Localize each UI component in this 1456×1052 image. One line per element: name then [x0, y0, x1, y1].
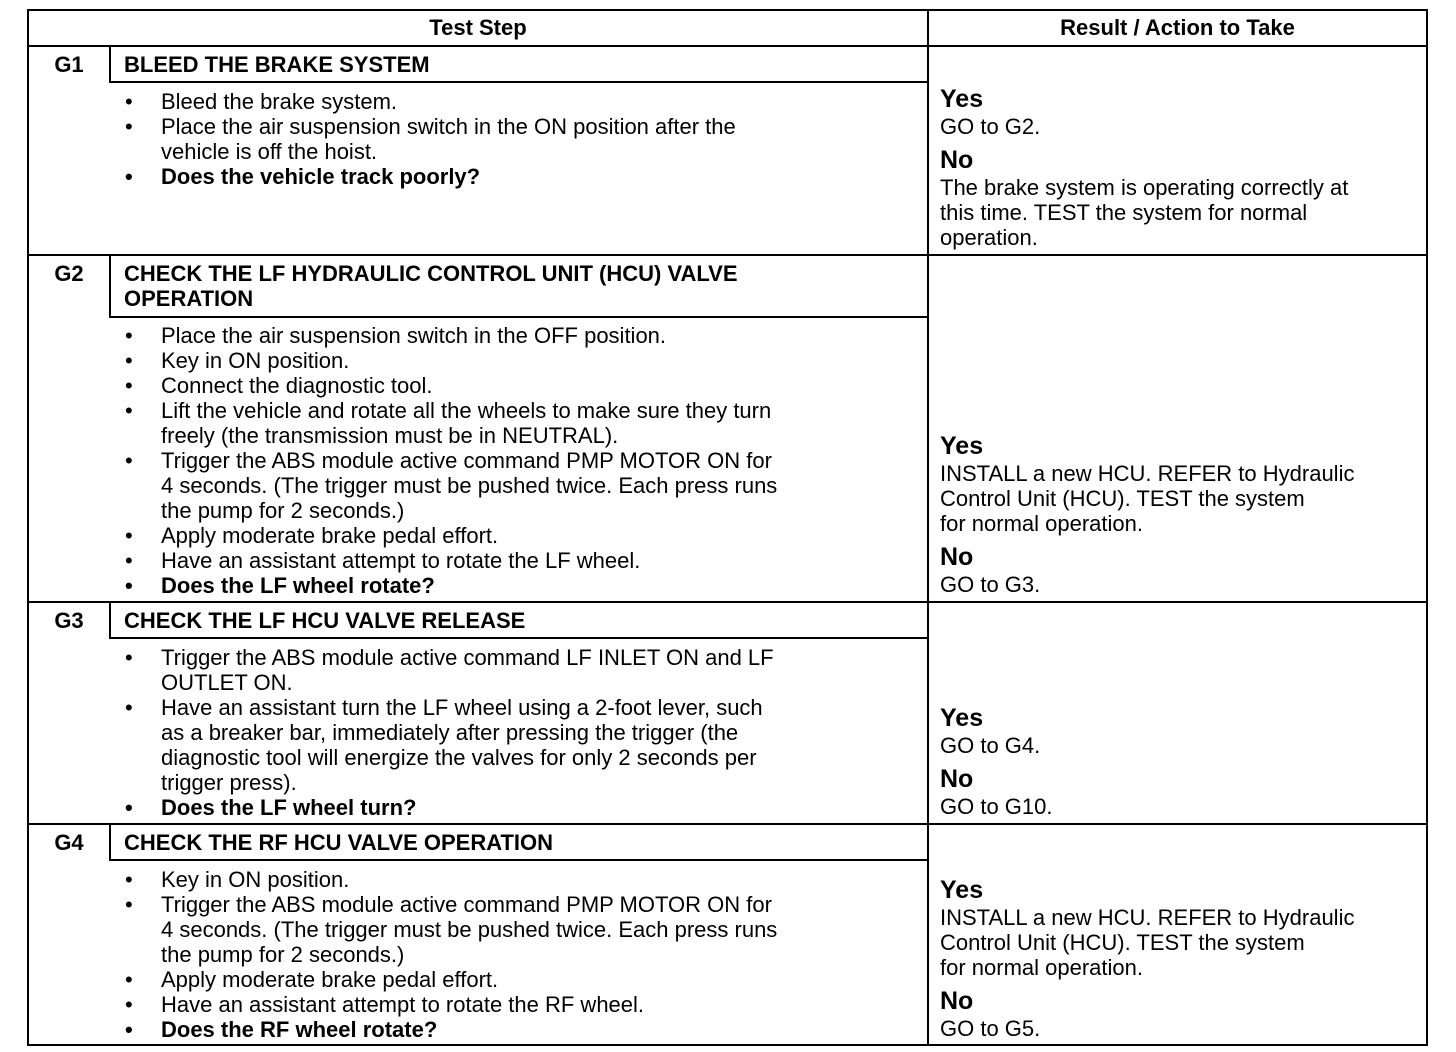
test-step-table	[27, 9, 1428, 1046]
result-block	[940, 875, 1424, 1041]
step-question: • Does the vehicle track poorly?	[125, 164, 915, 189]
id-column-divider	[109, 46, 111, 82]
result-block	[940, 703, 1424, 819]
title-divider	[109, 316, 927, 318]
row-divider	[29, 254, 1426, 256]
step-question: • Does the LF wheel rotate?	[125, 573, 915, 598]
yes-action: INSTALL a new HCU. REFER to Hydraulic Control Unit (HCU). TEST the system for normal operation.	[940, 461, 1355, 536]
no-label: No	[940, 543, 974, 571]
step-question: • Does the LF wheel turn?	[125, 795, 915, 820]
yes-label: Yes	[940, 432, 984, 460]
step-item: • Trigger the ABS module active command PMP MOTOR ON for 4 seconds. (The trigger must be pushed twice. Each press runs the pump for 2 seconds.)	[125, 448, 915, 523]
step-id: G4	[54, 830, 84, 855]
no-label: No	[940, 765, 974, 793]
title-divider	[109, 81, 927, 83]
yes-action: GO to G2.	[940, 114, 1041, 139]
yes-label: Yes	[940, 876, 984, 904]
no-label: No	[940, 987, 974, 1015]
step-list	[125, 867, 915, 1042]
step-item: • Have an assistant attempt to rotate the LF wheel.	[125, 548, 915, 573]
step-item: • Have an assistant attempt to rotate the RF wheel.	[125, 992, 915, 1017]
header-result: Result / Action to Take	[1060, 15, 1295, 40]
step-item: • Bleed the brake system.	[125, 89, 915, 114]
column-divider	[927, 11, 929, 1044]
no-action: The brake system is operating correctly at this time. TEST the system for normal operation.	[940, 175, 1349, 250]
yes-action: GO to G4.	[940, 733, 1041, 758]
step-list	[125, 645, 915, 820]
header-divider	[29, 45, 1426, 47]
id-column-divider	[109, 255, 111, 317]
header-test-step: Test Step	[429, 15, 527, 40]
step-title: CHECK THE LF HYDRAULIC CONTROL UNIT (HCU) VALVE OPERATION	[124, 261, 738, 311]
step-id: G2	[54, 261, 84, 286]
step-item: • Place the air suspension switch in the OFF position.	[125, 323, 915, 348]
step-title: CHECK THE LF HCU VALVE RELEASE	[124, 608, 526, 633]
step-item: • Have an assistant turn the LF wheel using a 2-foot lever, such as a breaker bar, immediately after pressing the trigger (the diagnostic tool will energize the valves for only 2 seconds per trigger press).	[125, 695, 915, 795]
no-action: GO to G10.	[940, 794, 1053, 819]
step-item: • Place the air suspension switch in the ON position after the vehicle is off the hoist.	[125, 114, 915, 164]
result-block	[940, 84, 1424, 250]
step-list	[125, 89, 915, 189]
step-item: • Apply moderate brake pedal effort.	[125, 523, 915, 548]
yes-label: Yes	[940, 704, 984, 732]
id-column-divider	[109, 602, 111, 638]
step-item: • Trigger the ABS module active command LF INLET ON and LF OUTLET ON.	[125, 645, 915, 695]
step-id: G1	[54, 52, 84, 77]
result-block	[940, 431, 1424, 597]
step-id: G3	[54, 608, 84, 633]
row-divider	[29, 601, 1426, 603]
no-action: GO to G3.	[940, 572, 1041, 597]
yes-label: Yes	[940, 85, 984, 113]
step-item: • Connect the diagnostic tool.	[125, 373, 915, 398]
title-divider	[109, 637, 927, 639]
step-title: BLEED THE BRAKE SYSTEM	[124, 52, 430, 77]
step-title: CHECK THE RF HCU VALVE OPERATION	[124, 830, 554, 855]
no-action: GO to G5.	[940, 1016, 1041, 1041]
step-item: • Key in ON position.	[125, 867, 915, 892]
step-item: • Apply moderate brake pedal effort.	[125, 967, 915, 992]
yes-action: INSTALL a new HCU. REFER to Hydraulic Control Unit (HCU). TEST the system for normal operation.	[940, 905, 1355, 980]
row-divider	[29, 823, 1426, 825]
id-column-divider	[109, 824, 111, 860]
step-list	[125, 323, 915, 598]
step-item: • Key in ON position.	[125, 348, 915, 373]
step-question: • Does the RF wheel rotate?	[125, 1017, 915, 1042]
step-item: • Trigger the ABS module active command PMP MOTOR ON for 4 seconds. (The trigger must be pushed twice. Each press runs the pump for 2 seconds.)	[125, 892, 915, 967]
title-divider	[109, 859, 927, 861]
no-label: No	[940, 146, 974, 174]
step-item: • Lift the vehicle and rotate all the wheels to make sure they turn freely (the transmission must be in NEUTRAL).	[125, 398, 915, 448]
